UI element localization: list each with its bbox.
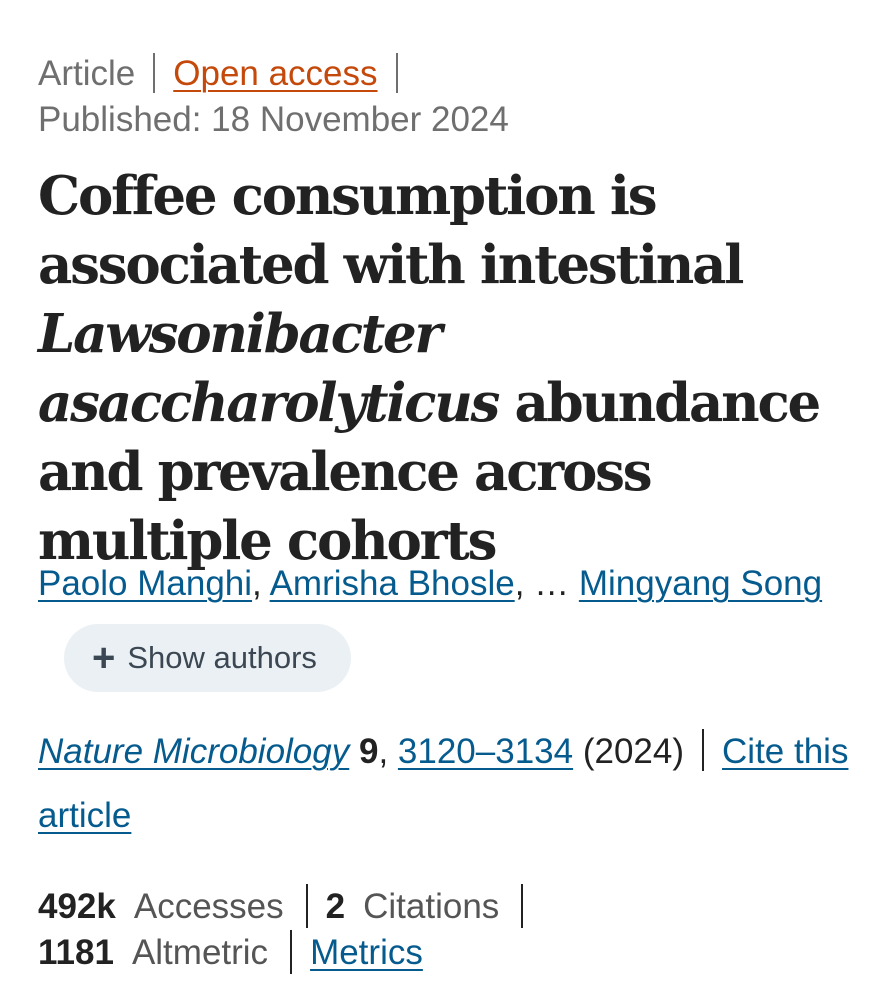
metrics-row xyxy=(38,930,541,976)
article-type: Article xyxy=(38,54,136,93)
divider xyxy=(306,884,308,928)
show-authors-label: Show authors xyxy=(127,639,317,675)
citations-label: Citations xyxy=(363,887,500,926)
title-species: Lawsonibacter asaccharolyticus xyxy=(38,303,499,434)
journal-link[interactable]: Nature Microbiology xyxy=(38,732,350,771)
citation-year: (2024) xyxy=(582,732,685,771)
title-part-1: Coffee consumption is associated with intestinal xyxy=(38,165,743,296)
open-access-link[interactable]: Open access xyxy=(173,54,378,93)
article-title xyxy=(38,162,878,576)
author-ellipsis: , … xyxy=(514,564,579,603)
metrics-row xyxy=(38,884,541,930)
article-metrics xyxy=(38,884,541,976)
author-link[interactable]: Paolo Manghi xyxy=(38,564,253,603)
author-link[interactable]: Amrisha Bhosle xyxy=(269,564,515,603)
divider xyxy=(153,53,155,93)
title-part-2: abundance and prevalence across multiple cohorts xyxy=(38,372,820,572)
journal-volume: 9 xyxy=(358,732,379,771)
author-link[interactable]: Mingyang Song xyxy=(578,564,823,603)
author-list xyxy=(38,548,878,692)
show-authors-button[interactable] xyxy=(64,624,351,692)
cite-article-link[interactable]: Cite this article xyxy=(38,732,849,835)
plus-icon: + xyxy=(92,635,116,680)
pages-link[interactable]: 3120–3134 xyxy=(397,732,574,771)
metrics-link[interactable]: Metrics xyxy=(310,933,423,972)
divider xyxy=(702,729,704,771)
accesses-count: 492k xyxy=(38,887,116,926)
author-separator: , xyxy=(252,564,262,603)
divider xyxy=(290,930,292,974)
accesses-label: Accesses xyxy=(133,887,284,926)
published-date: Published: 18 November 2024 xyxy=(38,100,509,139)
divider xyxy=(396,53,398,93)
altmetric-label: Altmetric xyxy=(131,933,269,972)
citations-count: 2 xyxy=(325,887,346,926)
divider xyxy=(521,884,523,928)
altmetric-count: 1181 xyxy=(38,933,114,972)
citation-line: Nature Microbiology 9, 3120–3134 (2024) Cite this article xyxy=(38,720,878,848)
article-meta xyxy=(38,52,416,96)
